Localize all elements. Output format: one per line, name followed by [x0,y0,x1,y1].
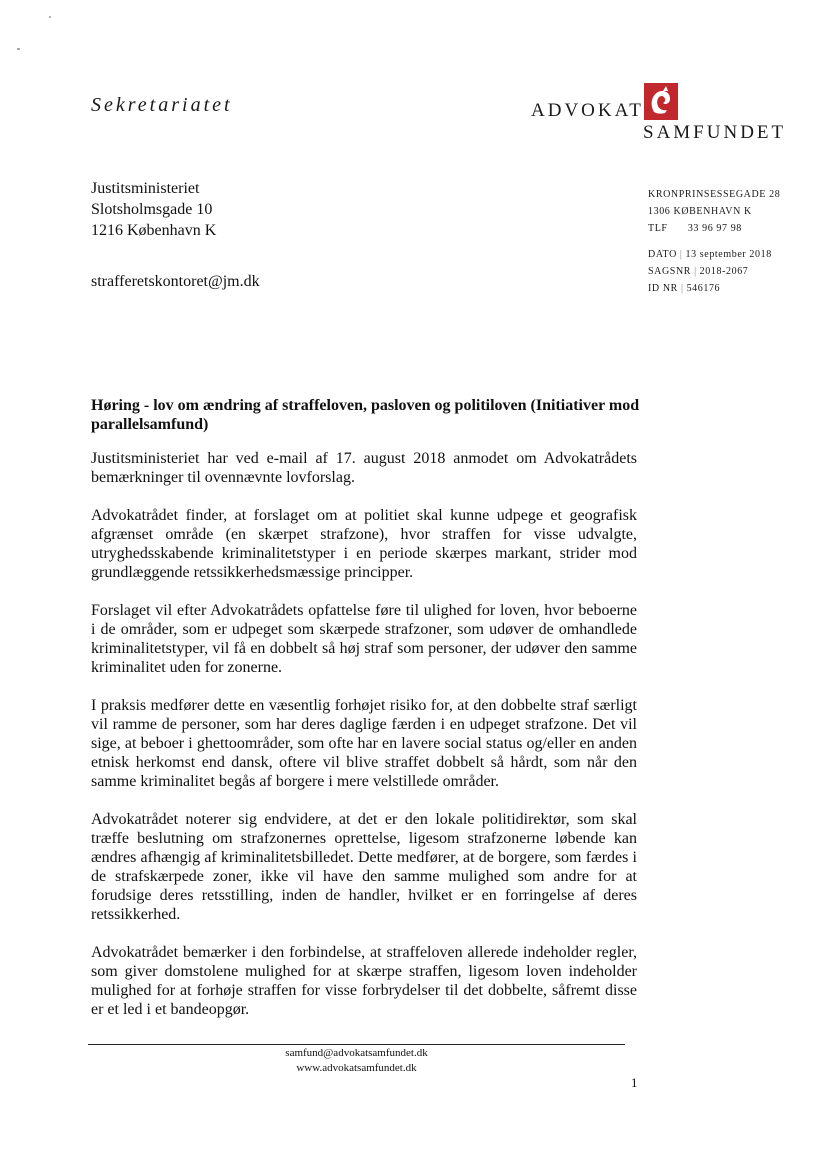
recipient-address [91,178,216,241]
id-row: ID NR | 546176 [648,283,721,294]
case-value: 2018-2067 [699,266,749,277]
letter-body [91,449,637,1038]
department-heading: Sekretariatet [91,94,233,116]
logo-text-advokat: ADVOKAT [531,100,644,121]
case-label: SAGSNR [648,266,692,277]
recipient-line: Justitsministeriet [91,180,200,197]
footer-divider [88,1044,625,1045]
letter-subject: Høring - lov om ændring af straffeloven, pasloven og politiloven (Initiativer mod parallelsamfund) [91,397,640,433]
footer-email: samfund@advokatsamfundet.dk [285,1047,428,1059]
scan-speck [49,16,51,18]
logo-text-samfundet: SAMFUNDET [643,122,787,143]
date-label: DATO [648,249,677,260]
body-paragraph: Advokatrådet finder, at forslaget om at politiet skal kunne udpege et geografisk afgrænset område (en skærpet strafzone), hvor straffen for visse udvalgte, utryghedsskabende kriminalitetstyper i en periode skærpes markant, strider mod grundlæggende retssikkerhedsmæssige principper. [91,507,637,581]
footer-website: www.advokatsamfundet.dk [296,1062,417,1074]
id-label: ID NR [648,283,678,294]
body-paragraph: Justitsministeriet har ved e-mail af 17. august 2018 anmodet om Advokatrådets bemærkninger til ovennævnte lovforslag. [91,450,637,486]
advokatsamfundet-logo-icon [641,83,681,120]
sender-address [648,186,780,237]
body-paragraph: Advokatrådet bemærker i den forbindelse, at straffeloven allerede indeholder regler, som giver domstolene mulighed for at skærpe straffen, ligesom loven indeholder mulighed for at forhøje straffen for visse forbrydelser til det dobbelte, såfremt disse er et led i et bandeopgør. [91,944,637,1018]
recipient-line: Slotsholmsgade 10 [91,201,213,218]
sender-phone-row [648,220,780,237]
document-metadata [648,246,772,297]
date-row: DATO | 13 september 2018 [648,249,772,260]
date-value: 13 september 2018 [685,249,772,260]
page-number: 1 [631,1075,638,1090]
scan-speck [17,48,20,50]
phone-label: TLF [648,223,668,234]
id-value: 546176 [686,283,721,294]
phone-number: 33 96 97 98 [687,223,742,234]
footer [88,1046,625,1076]
body-paragraph: Forslaget vil efter Advokatrådets opfattelse føre til ulighed for loven, hvor beboerne i de områder, som er udpeget som skærpede strafzoner, som udøver de omhandlede kriminalitetstyper, vil få en dobbelt så høj straf som personer, der udøver den samme kriminalitet uden for zonerne. [91,602,637,676]
recipient-line: 1216 København K [91,222,217,239]
case-row: SAGSNR | 2018-2067 [648,266,749,277]
recipient-email: strafferetskontoret@jm.dk [91,273,260,290]
sender-street: KRONPRINSESSEGADE 28 [648,189,781,200]
body-paragraph: I praksis medfører dette en væsentlig forhøjet risiko for, at den dobbelte straf særligt vil ramme de personer, som har deres daglige færden i en udpeget strafzone. Det vil sige, at beboer i ghettoområder, som ofte har en lavere social status og/eller en anden etnisk herkomst end dansk, oftere vil blive straffet dobbelt så hårdt, som når den samme kriminalitet begås af borgere i mere velstillede områder. [91,697,637,790]
body-paragraph: Advokatrådet noterer sig endvidere, at det er den lokale politidirektør, som skal træffe beslutning om strafzonernes oprettelse, ligesom strafzonerne løbende kan ændres afhængig af kriminalitetsbilledet. Dette medfører, at de borgere, som færdes i de strafskærpede zoner, ikke vil have den samme mulighed som andre for at forudsige deres retsstilling, inden de handler, hvilket er en forringelse af deres retssikkerhed. [91,811,637,923]
sender-city: 1306 KØBENHAVN K [648,206,752,217]
